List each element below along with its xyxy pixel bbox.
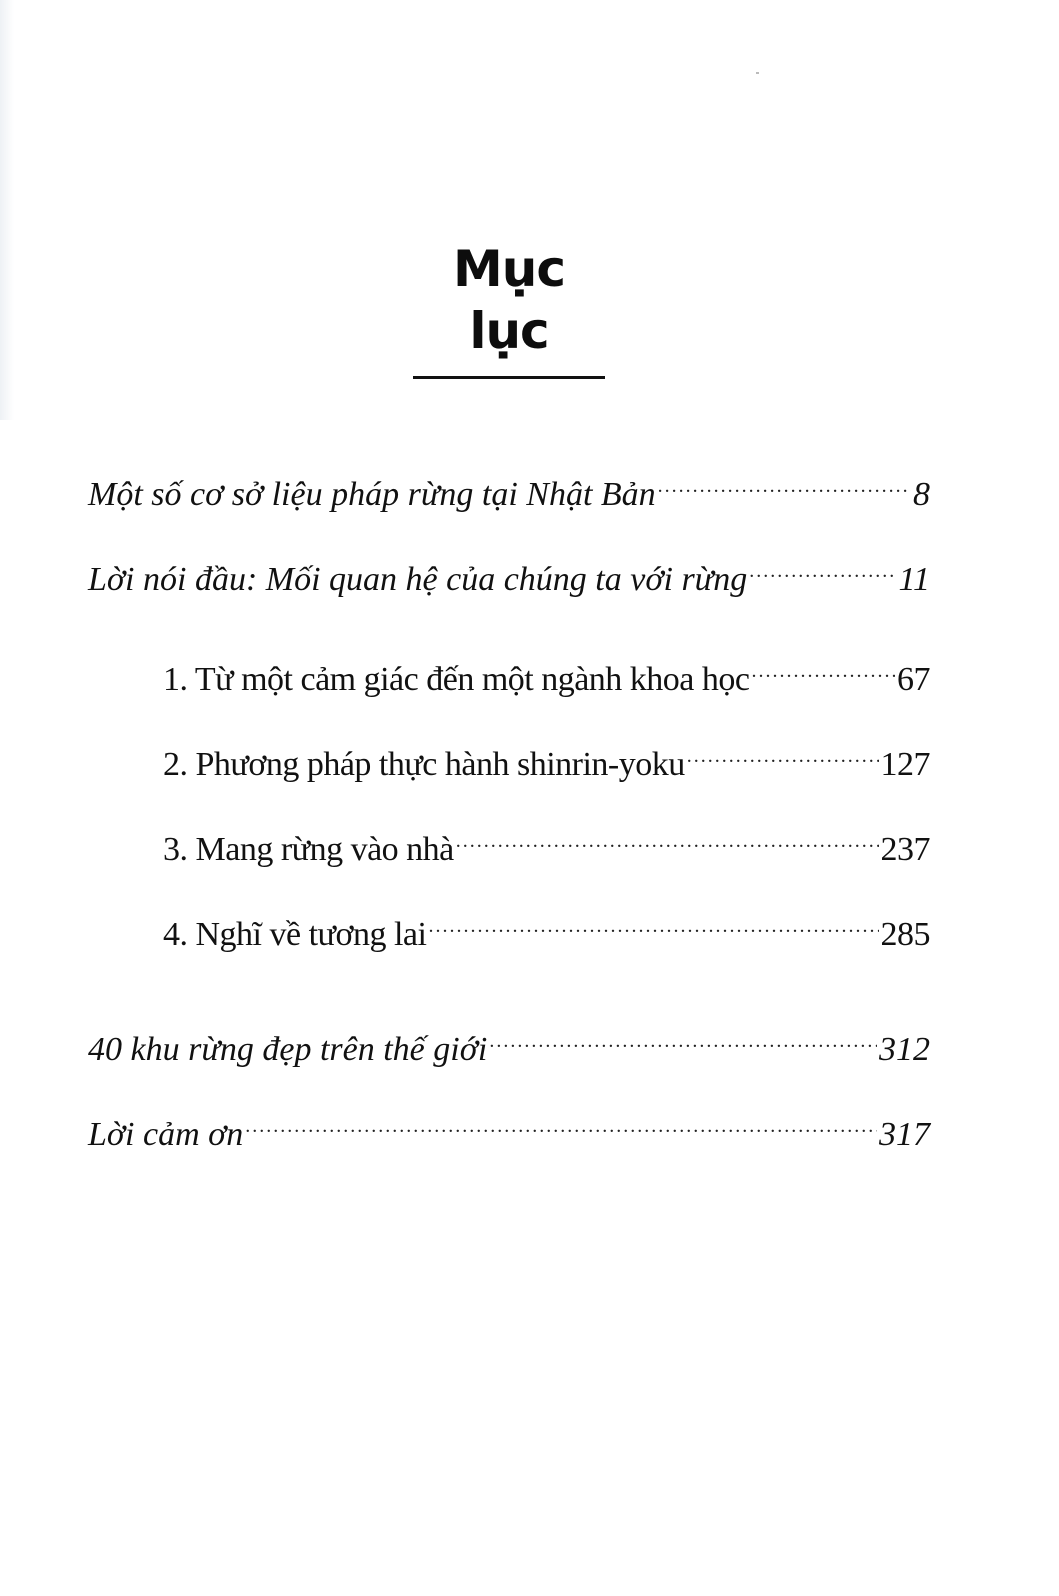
toc-entry	[163, 910, 930, 960]
toc-entry	[163, 655, 930, 705]
toc-entry	[88, 555, 930, 605]
toc-entry-label: 4. Nghĩ về tương lai	[163, 916, 427, 953]
toc-entry-label: Lời nói đầu: Mối quan hệ của chúng ta với rừng	[88, 561, 748, 598]
toc-entry	[88, 1025, 930, 1075]
toc-entry-page: 312	[879, 1031, 930, 1068]
toc-entry	[163, 825, 930, 875]
toc-entry	[88, 470, 930, 520]
dot-leader	[752, 656, 896, 690]
toc-entry-label: 1. Từ một cảm giác đến một ngành khoa học	[163, 661, 750, 698]
toc-entry-label: Lời cảm ơn	[88, 1116, 244, 1153]
dot-leader	[687, 741, 879, 775]
toc-entry-label: 2. Phương pháp thực hành shinrin-yoku	[163, 746, 685, 783]
toc-entry-page: 127	[880, 746, 930, 783]
toc-entry-page: 285	[880, 916, 930, 953]
toc-entry	[88, 1110, 930, 1160]
toc-entry-page: 67	[897, 661, 930, 698]
toc-entry-label: 3. Mang rừng vào nhà	[163, 831, 454, 868]
toc-entry-page: 11	[898, 561, 930, 598]
dot-leader	[658, 471, 911, 505]
dot-leader	[245, 1111, 877, 1145]
dot-leader	[428, 911, 878, 945]
toc-entry-page: 8	[913, 476, 930, 513]
dot-leader	[489, 1026, 877, 1060]
toc-entry-label: Một số cơ sở liệu pháp rừng tại Nhật Bản	[88, 476, 656, 513]
toc-entry-page: 237	[880, 831, 930, 868]
toc-entry-page: 317	[879, 1116, 930, 1153]
page-title: Mục lục	[453, 240, 565, 360]
dot-leader	[456, 826, 879, 860]
toc-entry	[163, 740, 930, 790]
toc-entry-label: 40 khu rừng đẹp trên thế giới	[88, 1031, 488, 1068]
dot-leader	[749, 556, 896, 590]
